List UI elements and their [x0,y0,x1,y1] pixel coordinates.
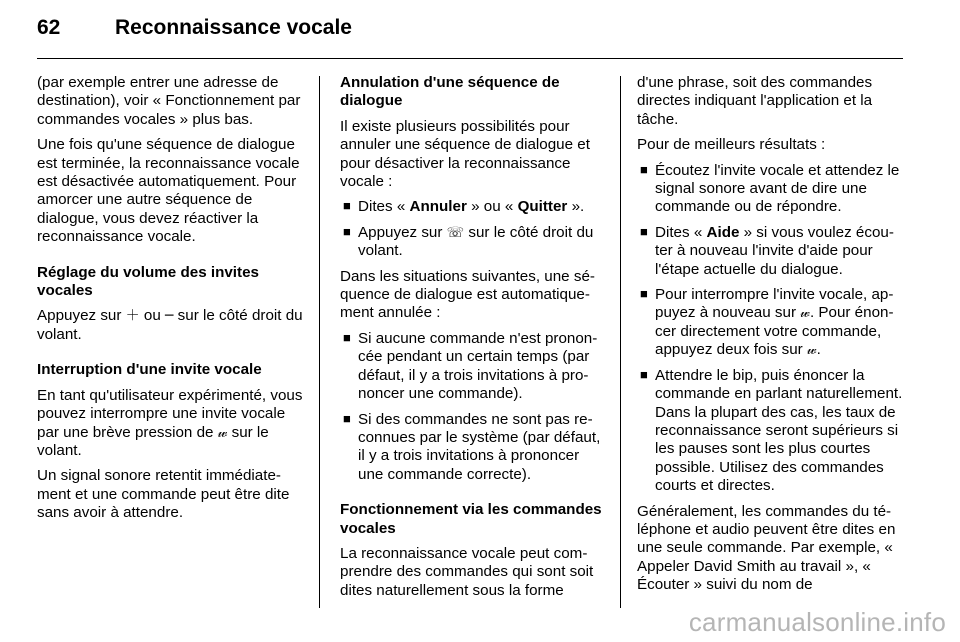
column-2 [340,74,608,607]
list-item-annuler [340,198,608,216]
keyword-aide: Aide [706,223,740,241]
list-item-interrupt [637,286,905,360]
list-item-not-recognized: ■ Si des commandes ne sont pas reconnues par le système (par défaut, il y a trois invitations à prononcer une commande correcte). [340,411,608,485]
voice-button-icon: 𝓌 [806,342,817,359]
list-item-hangup [340,224,608,261]
bullet-text: » ou « [466,198,518,216]
page-title: Reconnaissance vocale [115,16,352,39]
bullet-text: Dites « [655,223,707,241]
paragraph-cancel: Il existe plusieurs possibilités pour annuler une séquence de dialogue et pour désactiver la reconnaissance vocale : [340,117,590,191]
heading-interrupt: Interruption d'une invite vocale [37,361,262,379]
hang-up-icon: ☏ [446,224,465,241]
bullet-text: . Pour énoncer directement votre commande, appuyez deux fois sur [655,304,894,359]
bullet-text: Dites « [358,198,410,216]
paragraph-destination: (par exemple entrer une adresse de destination), voir « Fonctionnement par commandes vocales » plus bas. [37,74,301,128]
bullet-text: ». [567,198,585,216]
bullet-text: . [816,341,821,359]
list-item-no-command: ■ Si aucune commande n'est prononcée pendant un certain temps (par défaut, il y a trois invitations à prononcer une commande). [340,330,608,404]
heading-cancel: Annulation d'une séquence de dialogue [340,74,560,110]
keyword-quitter: Quitter [517,198,568,216]
minus-icon: ─ [165,308,174,325]
plus-icon: ＋ [125,308,140,325]
paragraph-auto-cancel: Dans les situations suivantes, une séquence de dialogue est automatiquement annulée : [340,267,595,322]
voice-button-icon: 𝓌 [800,305,810,322]
header-rule [37,58,903,59]
bullet-text: Pour interrompre l'invite vocale, appuyez à nouveau sur [655,286,894,322]
heading-volume: Réglage du volume des invites vocales [37,263,259,300]
list-item-aide [637,224,905,279]
column-3 [637,74,905,602]
paragraph-phrase: d'une phrase, soit des commandes directes indiquant l'application et la tâche. [637,74,873,128]
paragraph-signal: Un signal sonore retentit immédiatement et une commande peut être dite sans avoir à attendre. [37,467,290,522]
voice-button-icon: 𝓌 [217,424,228,441]
bullet-text: Appuyez sur [358,223,447,241]
column-divider-2 [620,76,621,608]
volume-text-a: Appuyez sur [37,307,126,325]
keyword-annuler: Annuler [409,198,467,216]
volume-text-b: ou [139,307,165,325]
page-header [37,16,352,40]
paragraph-volume [37,307,305,344]
page-number: 62 [37,16,61,39]
bullet-text: sur le côté droit du volant. [358,223,594,260]
paragraph-dialogue-end: Une fois qu'une séquence de dialogue est terminée, la reconnaissance vocale est désactivée automatiquement. Pour amorcer une autre séquence de dialogue, vous devez réactiver la reconnaissance vocale. [37,136,300,246]
interrupt-text-a: En tant qu'utilisateur expérimenté, vous pouvez interrompre une invite vocale par une brève pression de [37,386,303,441]
column-divider-1 [319,76,320,608]
interrupt-text-b: sur le volant. [37,423,269,459]
volume-text-c: sur le côté droit du volant. [37,307,303,343]
column-1 [37,74,305,530]
watermark: carmanualsonline.info [688,607,946,637]
paragraph-best-results: Pour de meilleurs résultats : [637,136,826,154]
paragraph-operate: La reconnaissance vocale peut comprendre des commandes qui sont soit dites naturellement sous la forme [340,544,594,599]
paragraph-interrupt [37,387,305,461]
paragraph-general: Généralement, les commandes du téléphone et audio peuvent être dites en une seule commande. Par exemple, « Appeler David Smith au travail », « Écouter » suivi du nom de [637,502,896,594]
bullet-text: » si vous voulez écouter à nouveau l'invite d'aide pour l'étape actuelle du dialogue. [655,223,894,278]
list-item-beep: ■ Attendre le bip, puis énoncer la commande en parlant naturellement. Dans la plupart des cas, les taux de reconnaissance seront supérieurs si les pauses sont les plus courtes possible. Utilisez des commandes courts et directes. [637,367,905,496]
list-item-listen: ■ Écoutez l'invite vocale et attendez le signal sonore avant de dire une commande ou de répondre. [637,162,905,217]
heading-operate: Fonctionnement via les commandes vocales [340,501,602,537]
